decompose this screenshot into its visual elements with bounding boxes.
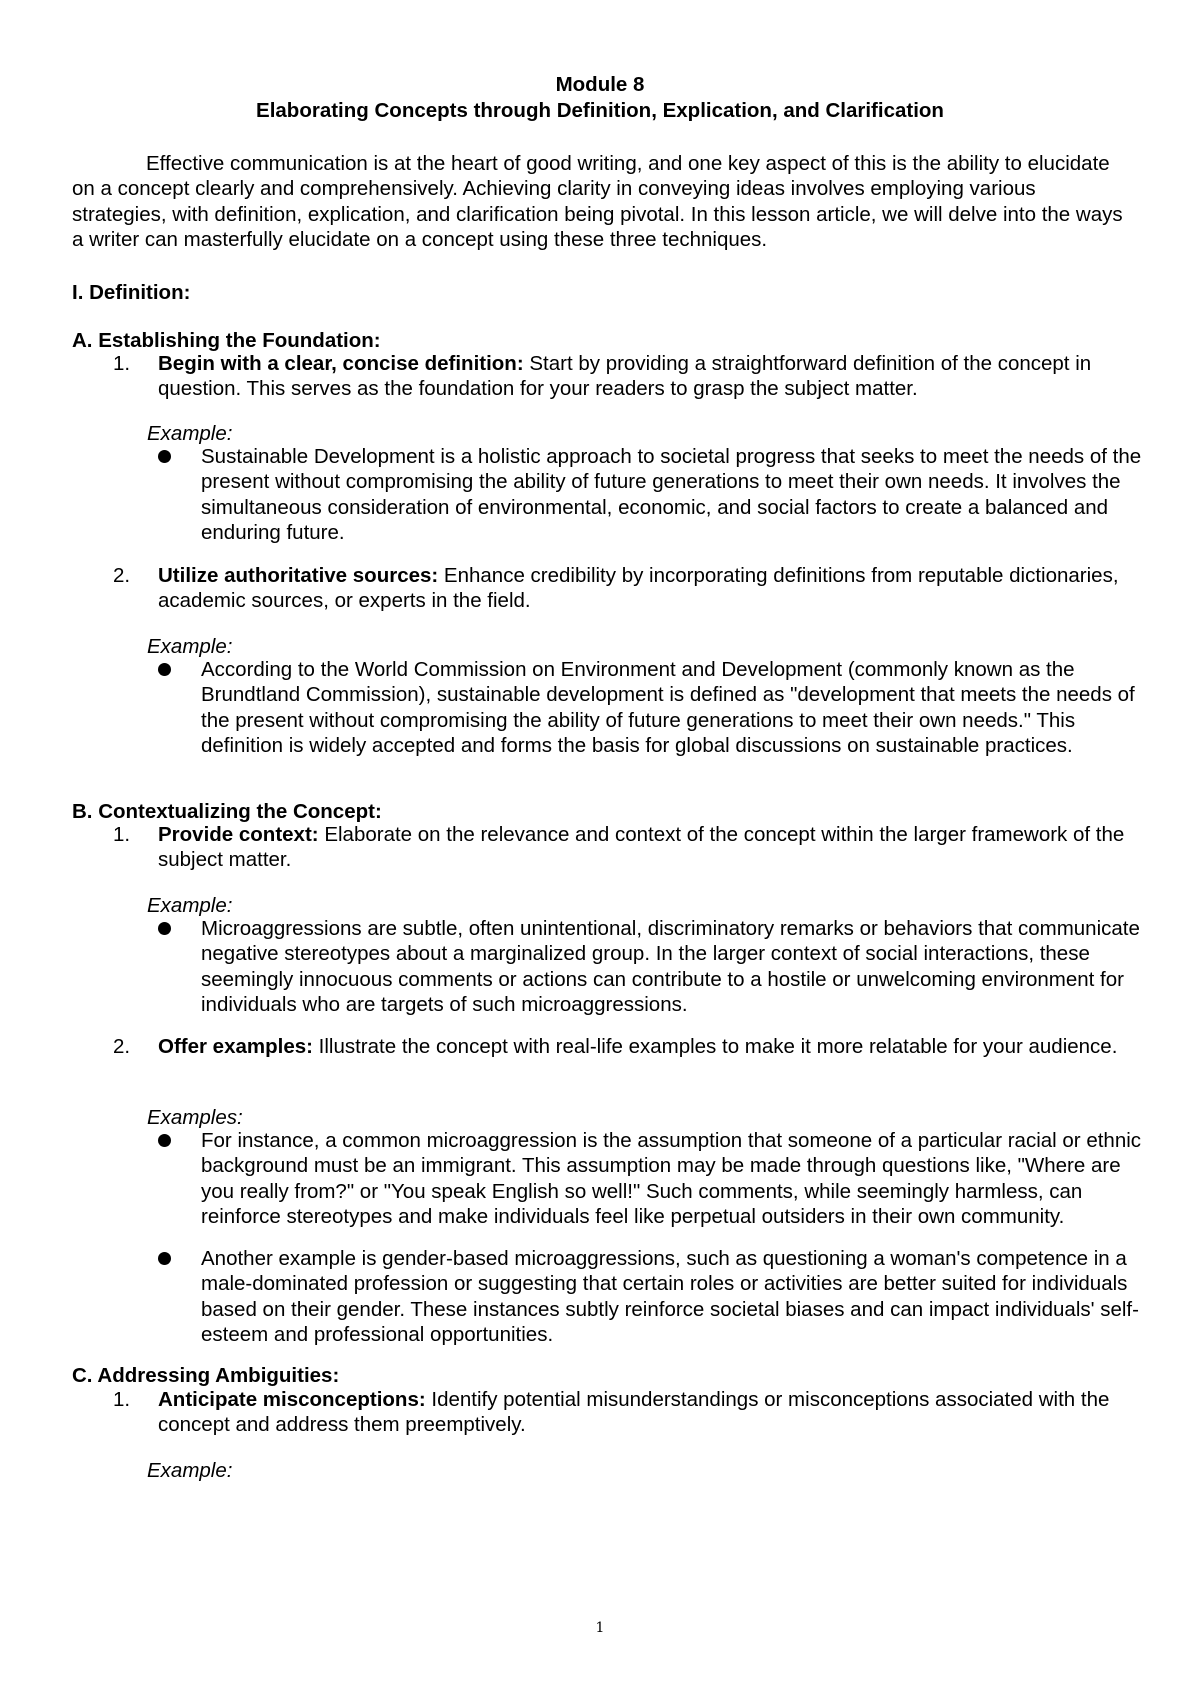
bullet-icon xyxy=(158,1252,171,1265)
bullet-text: Sustainable Development is a holistic approach to societal progress that seeks to meet the needs of the present without compromising the ability of future generations to meet their own needs. It involves the simultaneous consideration of environmental, economic, and social factors to create a balanced and enduring future. xyxy=(201,445,1142,545)
page-number: 1 xyxy=(595,1620,605,1636)
bullet-item xyxy=(158,657,1148,759)
bullet-item xyxy=(158,444,1148,546)
item-text: Illustrate the concept with real-life examples to make it more relatable for your audience. xyxy=(312,1035,1118,1058)
module-title: Module 8 xyxy=(555,73,645,96)
bullet-text: For instance, a common microaggression is the assumption that someone of a particular racial or ethnic background must be an immigrant. This assumption may be made through questions like, "Where are you really from?" or "You speak English so well!" Such comments, while seemingly harmless, can reinforce stereotypes and make individuals feel like perpetual outsiders in their own community. xyxy=(201,1129,1142,1229)
list-number: 1. xyxy=(113,352,131,375)
bullet-item xyxy=(158,916,1148,1018)
subsection-heading-a: A. Establishing the Foundation: xyxy=(72,329,381,352)
list-item xyxy=(113,563,1143,614)
bullet-icon xyxy=(158,922,171,935)
item-lead: Anticipate misconceptions: xyxy=(158,1388,426,1411)
list-number: 1. xyxy=(113,1388,131,1411)
example-label: Examples: xyxy=(147,1106,243,1129)
section-heading-definition: I. Definition: xyxy=(72,281,191,304)
module-subtitle: Elaborating Concepts through Definition, Explication, and Clarification xyxy=(256,99,944,122)
bullet-text: Microaggressions are subtle, often unintentional, discriminatory remarks or behaviors that communicate negative stereotypes about a marginalized group. In the larger context of social interactions, these seemingly innocuous comments or actions can contribute to a hostile or unwelcoming environment for individuals who are targets of such microaggressions. xyxy=(201,917,1140,1017)
bullet-text: According to the World Commission on Environment and Development (commonly known as the Brundtland Commission), sustainable development is defined as "development that meets the needs of the present without compromising the ability of future generations to meet their own needs." This definition is widely accepted and forms the basis for global discussions on sustainable practices. xyxy=(201,658,1135,758)
example-label: Example: xyxy=(147,894,233,917)
list-item xyxy=(113,1387,1143,1438)
item-lead: Offer examples: xyxy=(158,1035,313,1058)
bullet-icon xyxy=(158,450,171,463)
intro-paragraph: Effective communication is at the heart of good writing, and one key aspect of this is the ability to elucidate on a concept clearly and comprehensively. Achieving clarity in conveying ideas involves employing various strategies, with definition, explication, and clarification being pivotal. In this lesson article, we will delve into the ways a writer can masterfully elucidate on a concept using these three techniques. xyxy=(72,152,1123,252)
list-number: 1. xyxy=(113,823,131,846)
title-block xyxy=(0,72,1200,124)
bullet-item xyxy=(158,1246,1148,1348)
list-number: 2. xyxy=(113,1035,131,1058)
list-item xyxy=(113,351,1143,402)
bullet-icon xyxy=(158,663,171,676)
example-label: Example: xyxy=(147,422,233,445)
item-text: Start by providing a straightforward definition of the concept in question. This serves as the foundation for your readers to grasp the subject matter. xyxy=(158,352,1092,401)
item-lead: Utilize authoritative sources: xyxy=(158,564,439,587)
subsection-heading-c: C. Addressing Ambiguities: xyxy=(72,1364,340,1387)
bullet-icon xyxy=(158,1134,171,1147)
item-text: Elaborate on the relevance and context of the concept within the larger framework of the subject matter. xyxy=(158,823,1125,872)
example-label: Example: xyxy=(147,635,233,658)
item-lead: Provide context: xyxy=(158,823,319,846)
bullet-item xyxy=(158,1128,1148,1230)
list-item xyxy=(113,822,1143,873)
item-text: Enhance credibility by incorporating definitions from reputable dictionaries, academic sources, or experts in the field. xyxy=(158,564,1119,613)
item-lead: Begin with a clear, concise definition: xyxy=(158,352,524,375)
item-text: Identify potential misunderstandings or misconceptions associated with the concept and address them preemptively. xyxy=(158,1388,1110,1437)
bullet-text: Another example is gender-based microaggressions, such as questioning a woman's competence in a male-dominated profession or suggesting that certain roles or activities are better suited for individuals based on their gender. These instances subtly reinforce societal biases and can impact individuals' self-esteem and professional opportunities. xyxy=(201,1247,1139,1347)
example-label: Example: xyxy=(147,1459,233,1482)
list-item xyxy=(113,1034,1143,1059)
subsection-heading-b: B. Contextualizing the Concept: xyxy=(72,800,382,823)
list-number: 2. xyxy=(113,564,131,587)
